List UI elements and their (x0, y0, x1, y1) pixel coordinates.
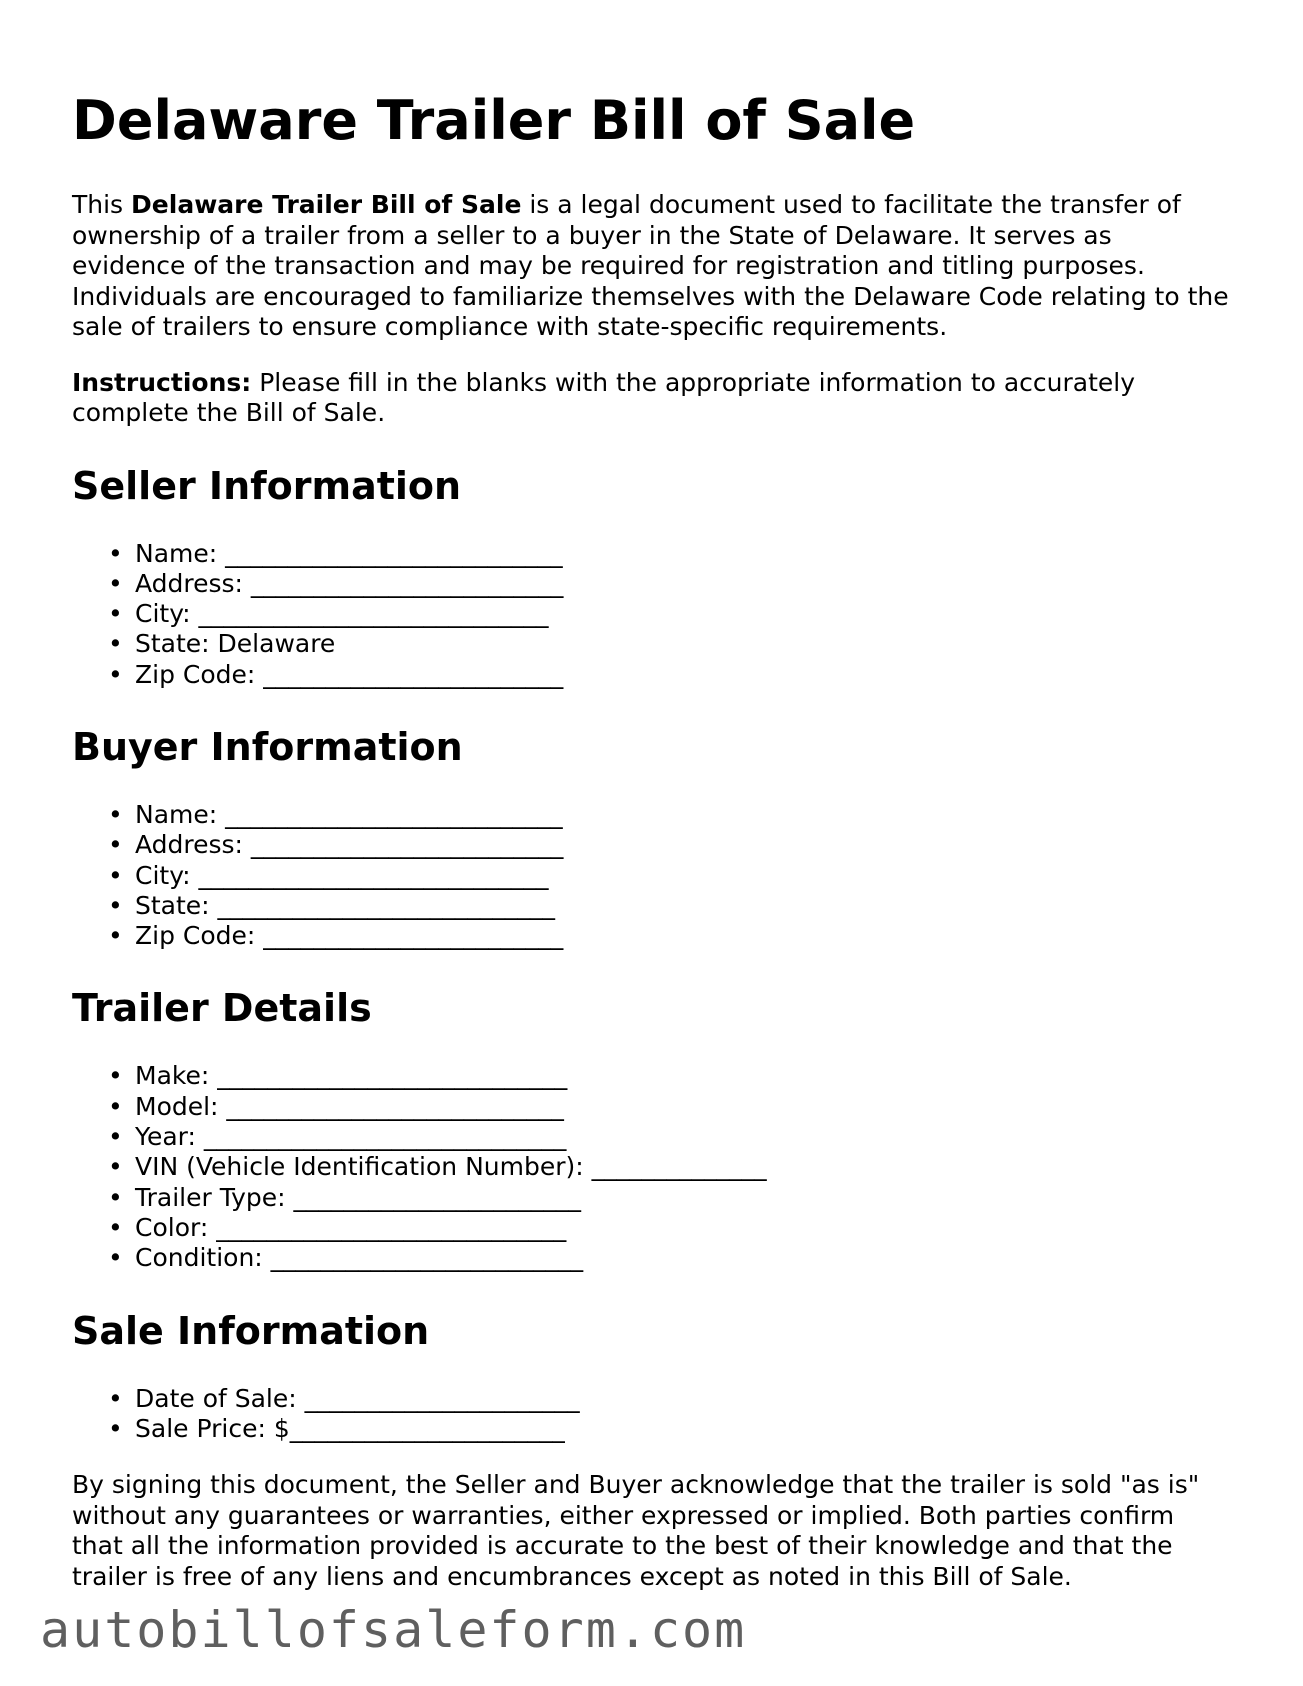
bullet: • (108, 599, 123, 629)
bullet: • (108, 538, 123, 568)
seller-city-field[interactable]: • City: ____________________________ (108, 599, 549, 629)
bullet: • (108, 568, 123, 598)
bullet: • (108, 659, 123, 689)
bullet: • (108, 1243, 123, 1273)
sale-list (72, 1384, 1232, 1445)
sale-heading: Sale Information (72, 1308, 430, 1353)
seller-list (72, 539, 1232, 690)
bullet: • (108, 830, 123, 860)
bullet: • (108, 1383, 123, 1413)
bullet: • (108, 629, 123, 659)
instructions-paragraph (72, 368, 1232, 429)
page-title: Delaware Trailer Bill of Sale (72, 89, 916, 152)
bullet: • (108, 1413, 123, 1443)
bullet: • (108, 1091, 123, 1121)
trailer-list (72, 1061, 1232, 1273)
sale-price-field[interactable]: • Sale Price: $______________________ (108, 1413, 565, 1443)
bullet: • (108, 1212, 123, 1242)
trailer-color-field[interactable]: • Color: ____________________________ (108, 1212, 567, 1242)
trailer-type-field[interactable]: • Trailer Type: _______________________ (108, 1182, 581, 1212)
bullet: • (108, 890, 123, 920)
intro-lead: This (72, 190, 132, 219)
bullet: • (108, 860, 123, 890)
trailer-make-field[interactable]: • Make: ____________________________ (108, 1061, 568, 1091)
buyer-state-field[interactable]: • State: ___________________________ (108, 890, 556, 920)
trailer-heading: Trailer Details (72, 986, 372, 1031)
instructions-text: Please fill in the blanks with the appropriate information to accurately complete the Bill of Sale. (72, 367, 1136, 427)
intro-rest: is a legal document used to facilitate the transfer of ownership of a trailer from a seller to a buyer in the State of Delaware. It serves as evidence of the transaction and may be required for registration and titling purposes. Individuals are encouraged to familiarize themselves with the Delaware Code relating to the sale of trailers to ensure compliance with state-specific requirements. (72, 190, 1229, 341)
trailer-model-field[interactable]: • Model: ___________________________ (108, 1091, 564, 1121)
bullet: • (108, 1122, 123, 1152)
closing-paragraph: By signing this document, the Seller and Buyer acknowledge that the trailer is sold "as is" without any guarantees or warranties, either expressed or implied. Both parties confirm that all the information provided is accurate to the best of their knowledge and that the trailer is free of any liens and encumbrances except as noted in this Bill of Sale. (72, 1470, 1200, 1591)
document-page (72, 84, 1232, 1592)
buyer-city-field[interactable]: • City: ____________________________ (108, 860, 549, 890)
buyer-zip-field[interactable]: • Zip Code: ________________________ (108, 921, 564, 951)
bullet: • (108, 1182, 123, 1212)
bullet: • (108, 1061, 123, 1091)
seller-address-field[interactable]: • Address: _________________________ (108, 568, 564, 598)
bullet: • (108, 799, 123, 829)
watermark: autobillofsaleform.com (40, 1601, 747, 1659)
bullet: • (108, 1152, 123, 1182)
trailer-vin-field[interactable]: • VIN (Vehicle Identification Number): ______________ (108, 1152, 767, 1182)
seller-zip-field[interactable]: • Zip Code: ________________________ (108, 659, 564, 689)
buyer-address-field[interactable]: • Address: _________________________ (108, 830, 564, 860)
seller-name-field[interactable]: • Name: ___________________________ (108, 538, 563, 568)
trailer-condition-field[interactable]: • Condition: _________________________ (108, 1243, 584, 1273)
seller-state-field: • State: Delaware (108, 629, 336, 659)
bullet: • (108, 921, 123, 951)
intro-paragraph (72, 190, 1232, 343)
buyer-list (72, 800, 1232, 951)
buyer-heading: Buyer Information (72, 724, 463, 769)
instructions-label: Instructions: (72, 367, 252, 397)
intro-bold-term: Delaware Trailer Bill of Sale (131, 190, 522, 219)
sale-date-field[interactable]: • Date of Sale: ______________________ (108, 1383, 580, 1413)
trailer-year-field[interactable]: • Year: _____________________________ (108, 1122, 567, 1152)
buyer-name-field[interactable]: • Name: ___________________________ (108, 799, 563, 829)
seller-heading: Seller Information (72, 463, 462, 508)
